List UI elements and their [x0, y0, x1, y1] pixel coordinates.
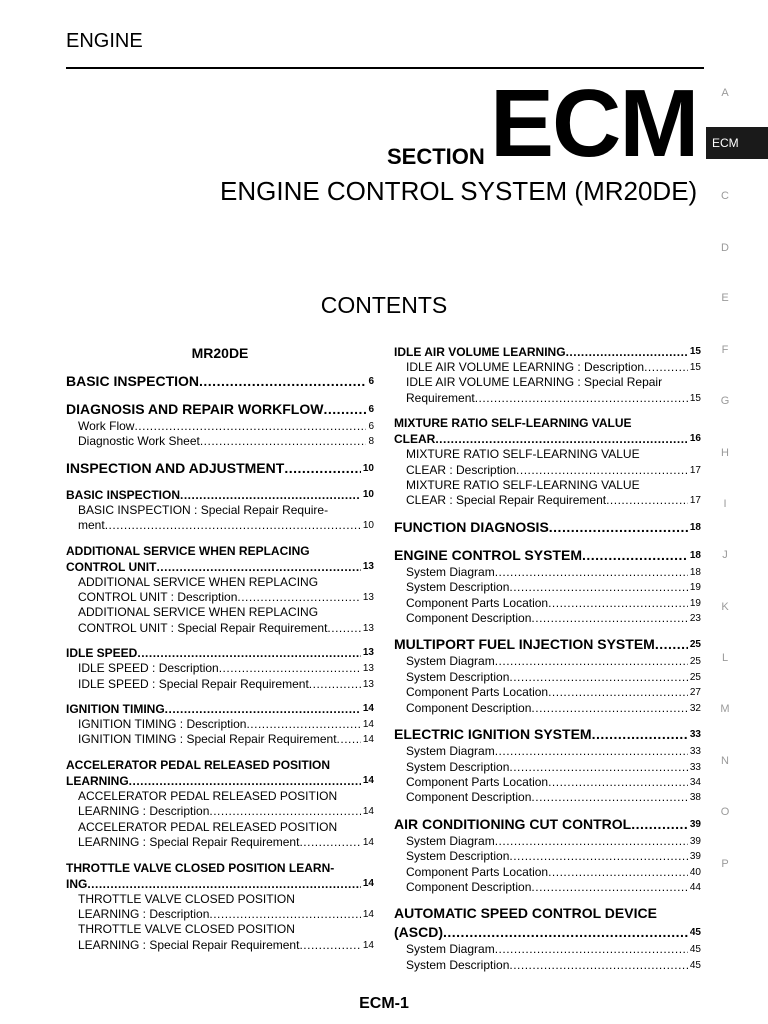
toc-leader-dots — [655, 635, 688, 654]
toc-page-number: 18 — [689, 549, 701, 561]
toc-leader-dots — [509, 760, 688, 775]
toc-entry-title: BASIC INSPECTION : Special Repair Require- — [78, 502, 329, 517]
toc-leader-dots — [443, 923, 688, 942]
toc-entry-title: IGNITION TIMING : Special Repair Requirement — [78, 732, 337, 747]
toc-leader-dots — [180, 487, 361, 503]
toc-page-number: 25 — [689, 671, 701, 683]
toc-entry[interactable] — [394, 546, 701, 565]
toc-entry[interactable] — [66, 575, 374, 606]
toc-entry[interactable] — [394, 744, 701, 759]
toc-leader-dots — [582, 546, 688, 565]
toc-entry[interactable] — [66, 372, 374, 391]
toc-leader-dots — [644, 360, 688, 375]
toc-leader-dots — [200, 434, 367, 449]
toc-leader-dots — [129, 773, 361, 789]
toc-leader-dots — [509, 580, 688, 595]
toc-leader-dots — [284, 459, 361, 478]
toc-entry[interactable] — [394, 596, 701, 611]
toc-page-number: 33 — [689, 761, 701, 773]
page-number: ECM-1 — [359, 995, 409, 1012]
section-index-letter[interactable]: N — [721, 755, 729, 767]
toc-leader-dots — [509, 670, 688, 685]
toc-entry-title: DIAGNOSIS AND REPAIR WORKFLOW — [66, 401, 324, 417]
section-code: ECM — [490, 70, 698, 177]
toc-entry[interactable] — [394, 360, 701, 375]
section-index-letter[interactable]: D — [721, 242, 729, 254]
toc-leader-dots — [435, 431, 688, 447]
toc-leader-dots — [495, 565, 688, 580]
section-index-letter[interactable]: F — [721, 344, 729, 356]
toc-entry-title: ENGINE CONTROL SYSTEM — [394, 546, 582, 563]
toc-entry-title: LEARNING : Description — [78, 906, 210, 921]
toc-page-number: 39 — [689, 851, 701, 863]
toc-leader-dots — [549, 518, 688, 537]
section-index-letter[interactable]: M — [720, 703, 730, 715]
toc-entry-title: FUNCTION DIAGNOSIS — [394, 518, 549, 535]
toc-entry-title: LEARNING — [66, 773, 129, 788]
toc-page-number: 18 — [689, 566, 701, 578]
section-index-letter[interactable]: E — [721, 292, 729, 304]
toc-entry[interactable] — [394, 725, 701, 744]
toc-entry-title: LEARNING : Description — [78, 804, 210, 819]
toc-right-column — [394, 344, 701, 973]
toc-entry[interactable] — [394, 580, 701, 595]
toc-leader-dots — [509, 849, 688, 864]
toc-entry[interactable] — [66, 487, 374, 503]
toc-entry[interactable] — [394, 865, 701, 880]
toc-page-number: 39 — [689, 835, 701, 847]
section-index-letter[interactable]: O — [720, 806, 730, 818]
toc-leader-dots — [327, 621, 360, 636]
toc-leader-dots — [156, 559, 360, 575]
toc-entry-title: MIXTURE RATIO SELF-LEARNING VALUE — [406, 447, 640, 462]
toc-leader-dots — [309, 677, 361, 692]
toc-page-number: 13 — [362, 663, 374, 675]
toc-leader-dots — [531, 790, 687, 805]
toc-leader-dots — [548, 596, 688, 611]
toc-left-entries — [66, 372, 374, 953]
toc-entry[interactable] — [394, 635, 701, 654]
toc-entry[interactable] — [66, 732, 374, 747]
toc-page-number: 16 — [689, 433, 701, 445]
toc-entry-title: IGNITION TIMING : Description — [78, 717, 247, 732]
toc-page-number: 13 — [362, 592, 374, 604]
toc-page-number: 13 — [362, 678, 374, 690]
toc-page-number: 32 — [689, 702, 701, 714]
toc-leader-dots — [219, 661, 361, 676]
toc-leader-dots — [299, 835, 360, 850]
toc-page-number: 27 — [689, 687, 701, 699]
section-index-letter[interactable]: G — [720, 395, 730, 407]
toc-entry-title: System Diagram — [406, 744, 495, 759]
toc-entry-title: Component Description — [406, 790, 532, 805]
header-rule — [66, 67, 704, 69]
toc-entry-title: (ASCD) — [394, 924, 443, 941]
toc-leader-dots — [606, 493, 688, 508]
toc-entry-title: Component Parts Location — [406, 595, 549, 610]
toc-entry[interactable] — [394, 760, 701, 775]
section-index-letter[interactable]: J — [722, 549, 728, 561]
toc-leader-dots — [209, 907, 361, 922]
toc-leader-dots — [516, 463, 688, 478]
toc-leader-dots — [209, 804, 361, 819]
toc-entry-title: IDLE AIR VOLUME LEARNING : Special Repair — [406, 375, 663, 390]
toc-page-number: 45 — [689, 959, 701, 971]
toc-entry[interactable] — [66, 400, 374, 419]
toc-page-number: 44 — [689, 881, 701, 893]
toc-page-number: 14 — [362, 908, 374, 920]
toc-entry[interactable] — [66, 892, 374, 923]
toc-page-number: 10 — [362, 462, 374, 474]
toc-entry[interactable] — [66, 757, 374, 789]
toc-entry-title: ING — [66, 876, 88, 891]
toc-engine-subhead: MR20DE — [191, 345, 249, 361]
toc-entry-title: CONTROL UNIT : Description — [78, 590, 238, 605]
toc-entry[interactable] — [394, 834, 701, 849]
toc-entry-title: ACCELERATOR PEDAL RELEASED POSITION — [66, 757, 331, 772]
toc-leader-dots — [165, 701, 361, 717]
toc-entry-title: MIXTURE RATIO SELF-LEARNING VALUE — [394, 416, 632, 431]
toc-page-number: 8 — [368, 436, 374, 448]
toc-entry[interactable] — [394, 958, 701, 973]
toc-right-entries — [394, 344, 701, 973]
section-index-letter[interactable]: I — [723, 498, 727, 510]
toc-entry[interactable] — [66, 434, 374, 449]
toc-entry[interactable] — [66, 677, 374, 692]
toc-entry[interactable] — [394, 701, 701, 716]
toc-entry-title: BASIC INSPECTION — [66, 373, 200, 389]
manual-header-title: ENGINE — [66, 30, 143, 52]
toc-leader-dots — [509, 958, 688, 973]
toc-page-number: 33 — [689, 729, 701, 741]
toc-entry-title: System Diagram — [406, 942, 495, 957]
toc-entry-title: System Diagram — [406, 833, 495, 848]
toc-entry-title: System Description — [406, 759, 510, 774]
toc-page-number: 14 — [362, 703, 374, 715]
toc-entry-title: LEARNING : Special Repair Requirement — [78, 937, 300, 952]
toc-entry-title: ment — [78, 518, 105, 533]
toc-page-number: 6 — [368, 376, 374, 387]
toc-entry-title: Component Description — [406, 700, 532, 715]
toc-entry-title: CONTROL UNIT — [66, 559, 157, 574]
toc-entry[interactable] — [394, 790, 701, 805]
toc-entry-title: System Diagram — [406, 564, 495, 579]
toc-entry[interactable] — [394, 375, 701, 406]
toc-page-number: 19 — [689, 597, 701, 609]
toc-entry[interactable] — [394, 942, 701, 957]
toc-entry[interactable] — [66, 645, 374, 661]
toc-entry[interactable] — [66, 820, 374, 851]
toc-entry-title: ADDITIONAL SERVICE WHEN REPLACING — [66, 543, 310, 558]
toc-page-number: 17 — [689, 464, 701, 476]
toc-entry-title: IGNITION TIMING — [66, 702, 165, 717]
toc-page-number: 40 — [689, 866, 701, 878]
toc-page-number: 18 — [689, 521, 701, 533]
toc-entry[interactable] — [394, 685, 701, 700]
toc-page-number: 45 — [689, 927, 701, 939]
toc-page-number: 14 — [362, 774, 374, 786]
section-index-letter[interactable]: K — [721, 601, 729, 613]
toc-leader-dots — [566, 344, 688, 360]
toc-left-column — [66, 344, 374, 953]
toc-leader-dots — [495, 744, 688, 759]
toc-leader-dots — [199, 372, 366, 391]
toc-leader-dots — [531, 611, 687, 626]
toc-leader-dots — [137, 645, 361, 661]
toc-page-number: 13 — [362, 560, 374, 572]
toc-entry-title: Requirement — [406, 390, 475, 405]
toc-entry-title: CLEAR — [394, 432, 436, 447]
toc-entry-title: AIR CONDITIONING CUT CONTROL — [394, 815, 632, 832]
toc-page-number: 23 — [689, 613, 701, 625]
toc-page-number: 14 — [362, 837, 374, 849]
toc-leader-dots — [237, 590, 361, 605]
toc-entry-title: System Description — [406, 957, 510, 972]
toc-leader-dots — [631, 815, 688, 834]
toc-page-number: 6 — [368, 404, 374, 415]
toc-entry[interactable] — [394, 447, 701, 478]
toc-page-number: 15 — [689, 346, 701, 357]
toc-leader-dots — [87, 876, 361, 892]
toc-entry[interactable] — [394, 654, 701, 669]
toc-leader-dots — [323, 400, 366, 419]
toc-page-number: 25 — [689, 656, 701, 668]
toc-entry-title: Component Parts Location — [406, 864, 549, 879]
toc-entry-title: LEARNING : Special Repair Requirement — [78, 835, 300, 850]
toc-leader-dots — [134, 419, 366, 434]
toc-entry-title: CLEAR : Description — [406, 462, 517, 477]
toc-entry[interactable] — [66, 661, 374, 676]
toc-entry-title: Work Flow — [78, 419, 135, 433]
section-index-letter[interactable]: L — [721, 652, 729, 664]
toc-entry-title: IDLE SPEED — [66, 646, 138, 661]
section-index-letter[interactable]: C — [721, 190, 729, 202]
toc-page-number: 14 — [362, 939, 374, 951]
toc-entry[interactable] — [394, 611, 701, 626]
toc-page-number: 33 — [689, 746, 701, 758]
toc-entry-title: ACCELERATOR PEDAL RELEASED POSITION — [78, 788, 338, 803]
toc-entry[interactable] — [66, 459, 374, 478]
toc-page-number: 34 — [689, 776, 701, 788]
section-index-letter[interactable]: H — [721, 447, 729, 459]
section-index-letter[interactable]: A — [721, 87, 729, 99]
toc-leader-dots — [548, 775, 688, 790]
toc-page-number: 19 — [689, 582, 701, 594]
toc-entry-title: ACCELERATOR PEDAL RELEASED POSITION — [78, 819, 338, 834]
toc-entry-title: THROTTLE VALVE CLOSED POSITION LEARN- — [66, 860, 335, 875]
toc-entry-title: Diagnostic Work Sheet — [78, 434, 200, 449]
toc-leader-dots — [548, 685, 688, 700]
toc-entry-title: System Description — [406, 580, 510, 595]
toc-entry-title: MULTIPORT FUEL INJECTION SYSTEM — [394, 636, 655, 653]
toc-entry-title: CLEAR : Special Repair Requirement — [406, 493, 607, 508]
toc-leader-dots — [548, 865, 688, 880]
toc-leader-dots — [105, 518, 361, 533]
toc-entry[interactable] — [394, 904, 701, 942]
toc-leader-dots — [246, 717, 360, 732]
toc-entry-title: MIXTURE RATIO SELF-LEARNING VALUE — [406, 478, 640, 493]
section-index-active-tab[interactable]: ECM — [706, 127, 768, 159]
toc-entry-title: INSPECTION AND ADJUSTMENT — [66, 459, 285, 476]
toc-page-number: 38 — [689, 792, 701, 804]
toc-entry-title: BASIC INSPECTION — [66, 487, 181, 502]
toc-entry[interactable] — [66, 789, 374, 820]
toc-leader-dots — [495, 942, 688, 957]
toc-entry[interactable] — [66, 503, 374, 534]
toc-page-number: 6 — [368, 421, 374, 432]
toc-page-number: 15 — [689, 362, 701, 373]
toc-leader-dots — [531, 701, 687, 716]
toc-entry-title: IDLE AIR VOLUME LEARNING — [394, 345, 566, 359]
section-label: SECTION — [387, 144, 485, 169]
toc-leader-dots — [495, 654, 688, 669]
toc-page-number: 13 — [362, 622, 374, 634]
toc-entry-title: Component Parts Location — [406, 685, 549, 700]
toc-entry-title: Component Parts Location — [406, 774, 549, 789]
toc-page-number: 39 — [689, 818, 701, 830]
toc-leader-dots — [531, 880, 687, 895]
toc-entry-title: Component Description — [406, 611, 532, 626]
toc-entry[interactable] — [394, 880, 701, 895]
toc-entry-title: IDLE SPEED : Special Repair Requirement — [78, 676, 309, 691]
toc-entry-title: AUTOMATIC SPEED CONTROL DEVICE — [394, 905, 657, 922]
toc-entry[interactable] — [394, 565, 701, 580]
toc-entry[interactable] — [66, 860, 374, 892]
toc-leader-dots — [495, 834, 688, 849]
toc-entry-title: ADDITIONAL SERVICE WHEN REPLACING — [78, 574, 319, 589]
toc-entry-title: IDLE SPEED : Description — [78, 661, 219, 676]
toc-page-number: 14 — [362, 734, 374, 746]
toc-entry-title: ADDITIONAL SERVICE WHEN REPLACING — [78, 605, 319, 620]
toc-entry-title: CONTROL UNIT : Special Repair Requirement — [78, 620, 328, 635]
toc-entry-title: THROTTLE VALVE CLOSED POSITION — [78, 891, 295, 906]
toc-entry[interactable] — [66, 543, 374, 575]
toc-entry[interactable] — [394, 849, 701, 864]
toc-page-number: 25 — [689, 639, 701, 651]
toc-entry[interactable] — [66, 605, 374, 636]
contents-heading: CONTENTS — [320, 292, 448, 318]
toc-entry[interactable] — [394, 344, 701, 360]
toc-entry[interactable] — [394, 518, 701, 537]
toc-entry-title: IDLE AIR VOLUME LEARNING : Description — [406, 360, 645, 374]
toc-page-number: 15 — [689, 392, 701, 404]
toc-page-number: 10 — [362, 520, 374, 532]
toc-entry[interactable] — [66, 701, 374, 717]
toc-entry[interactable] — [394, 670, 701, 685]
toc-entry[interactable] — [394, 775, 701, 790]
toc-entry[interactable] — [394, 415, 701, 447]
toc-entry[interactable] — [394, 478, 701, 509]
toc-page-number: 10 — [362, 488, 374, 500]
toc-entry[interactable] — [66, 717, 374, 732]
toc-entry-title: ELECTRIC IGNITION SYSTEM — [394, 726, 592, 743]
toc-entry-title: System Description — [406, 849, 510, 864]
toc-page-number: 14 — [362, 806, 374, 818]
toc-page-number: 17 — [689, 495, 701, 507]
toc-page-number: 45 — [689, 944, 701, 956]
toc-page-number: 13 — [362, 647, 374, 659]
toc-leader-dots — [592, 725, 688, 744]
toc-leader-dots — [299, 938, 360, 953]
toc-entry[interactable] — [66, 922, 374, 953]
toc-entry-title: Component Description — [406, 879, 532, 894]
section-subtitle: ENGINE CONTROL SYSTEM (MR20DE) — [220, 176, 698, 206]
toc-leader-dots — [475, 391, 688, 406]
section-index-letter[interactable]: P — [721, 858, 729, 870]
toc-entry-title: System Description — [406, 669, 510, 684]
toc-page-number: 14 — [362, 877, 374, 889]
toc-entry[interactable] — [66, 419, 374, 434]
toc-leader-dots — [337, 732, 361, 747]
toc-entry-title: System Diagram — [406, 654, 495, 669]
toc-page-number: 14 — [362, 719, 374, 731]
toc-entry-title: THROTTLE VALVE CLOSED POSITION — [78, 922, 295, 937]
toc-entry[interactable] — [394, 815, 701, 834]
